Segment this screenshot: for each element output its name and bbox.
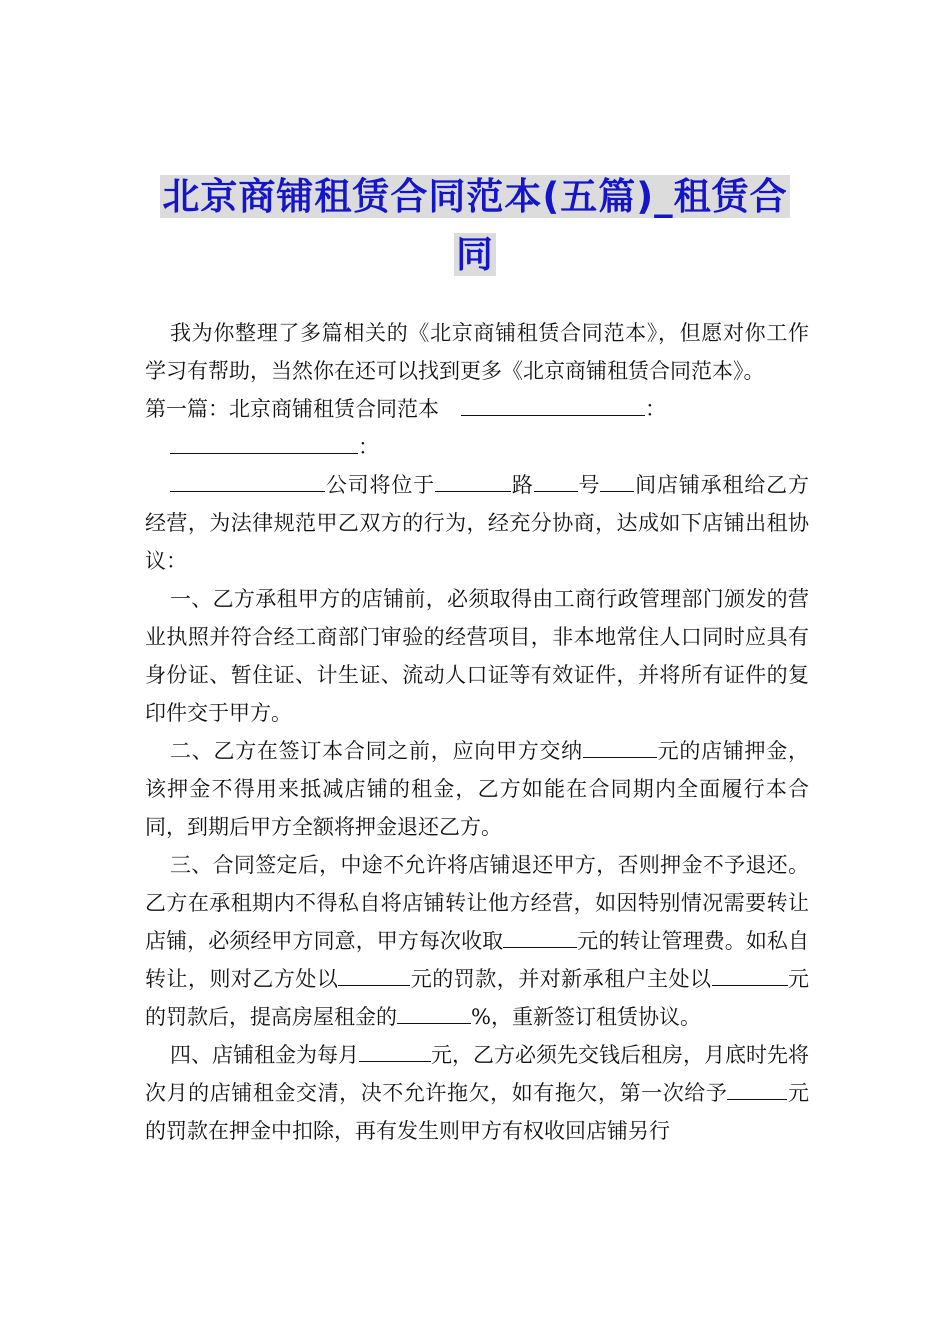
clause-4-text-c: 元的罚款在押金中扣除，再有发生则甲方有权收回店铺另行 <box>145 1081 810 1143</box>
company-blank <box>170 467 325 492</box>
section-heading-line <box>145 390 809 428</box>
monthly-rent-blank <box>359 1037 431 1062</box>
title-line-1: 北京商铺租赁合同范本(五篇)_租赁合 <box>162 175 788 218</box>
clause-1: 一、乙方承租甲方的店铺前，必须取得由工商行政管理部门颁发的营业执照并符合经工商部门审验的经营项目，非本地常住人口同时应具有身份证、暂住证、计生证、流动人口证等有效证件，并将所有证件的复印件交于甲方。 <box>145 587 809 725</box>
room-blank <box>600 467 634 492</box>
number-blank <box>534 467 578 492</box>
late-fine-blank <box>727 1075 787 1100</box>
clause-2-text-b: 元的店铺押金，该押金不得用来抵减店铺的租金，乙方如能在合同期内全面履行本合同，到期后甲方全额将押金退还乙方。 <box>145 739 810 839</box>
party-a-colon: ： <box>645 397 666 421</box>
party-b-colon: ： <box>358 435 379 459</box>
rent-increase-blank <box>397 999 471 1024</box>
clause-0-text-d: 间店铺承租给乙方经营，为法律规范甲乙双方的行为，经充分协商，达成如下店铺出租协议： <box>145 473 810 573</box>
clause-4-text-b: 元，乙方必须先交钱后租房，月底时先将次月的店铺租金交清，决不允许拖欠，如有拖欠，第一次给予 <box>145 1043 809 1105</box>
party-b-blank <box>170 429 358 454</box>
road-blank <box>435 467 511 492</box>
clause-3-text-a: 三、合同签定后，中途不允许将店铺退还甲方，否则押金不予退还。乙方在承租期内不得私自将店铺转让他方经营，如因特别情况需要转让店铺，必须经甲方同意，甲方每次收取 <box>145 853 809 953</box>
deposit-blank <box>583 733 657 758</box>
fine-new-tenant-blank <box>712 961 788 986</box>
intro-paragraph: 我为你整理了多篇相关的《北京商铺租赁合同范本》，但愿对你工作学习有帮助，当然你在还可以找到更多《北京商铺租赁合同范本》。 <box>145 321 809 383</box>
clause-0 <box>145 466 809 580</box>
party-a-blank <box>461 391 645 416</box>
clause-0-text-a: 公司将位于 <box>325 473 435 497</box>
clause-3-text-c: 元的罚款，并对新承租户主处以 <box>410 967 712 991</box>
party-b-line <box>145 428 809 466</box>
clause-2-text-a: 二、乙方在签订本合同之前，应向甲方交纳 <box>170 739 583 763</box>
title-line-2: 同 <box>456 233 494 276</box>
section-heading: 第一篇：北京商铺租赁合同范本 <box>145 397 439 421</box>
fine-party-b-blank <box>338 961 410 986</box>
clause-0-text-b: 路 <box>511 473 534 497</box>
clause-3-text-e: %，重新签订租赁协议。 <box>471 1005 701 1029</box>
transfer-fee-blank <box>503 923 577 948</box>
clause-0-text-c: 号 <box>577 473 601 497</box>
clause-4-text-a: 四、店铺租金为每月 <box>170 1043 359 1067</box>
clause-3 <box>145 846 809 1036</box>
document-title <box>145 168 805 284</box>
clause-2 <box>145 732 809 846</box>
document-body <box>145 314 809 1150</box>
clause-3-text-d: 元的罚款后，提高房屋租金的 <box>145 967 810 1029</box>
clause-4 <box>145 1036 809 1150</box>
clause-3-text-b: 元的转让管理费。如私自转让，则对乙方处以 <box>145 929 810 991</box>
